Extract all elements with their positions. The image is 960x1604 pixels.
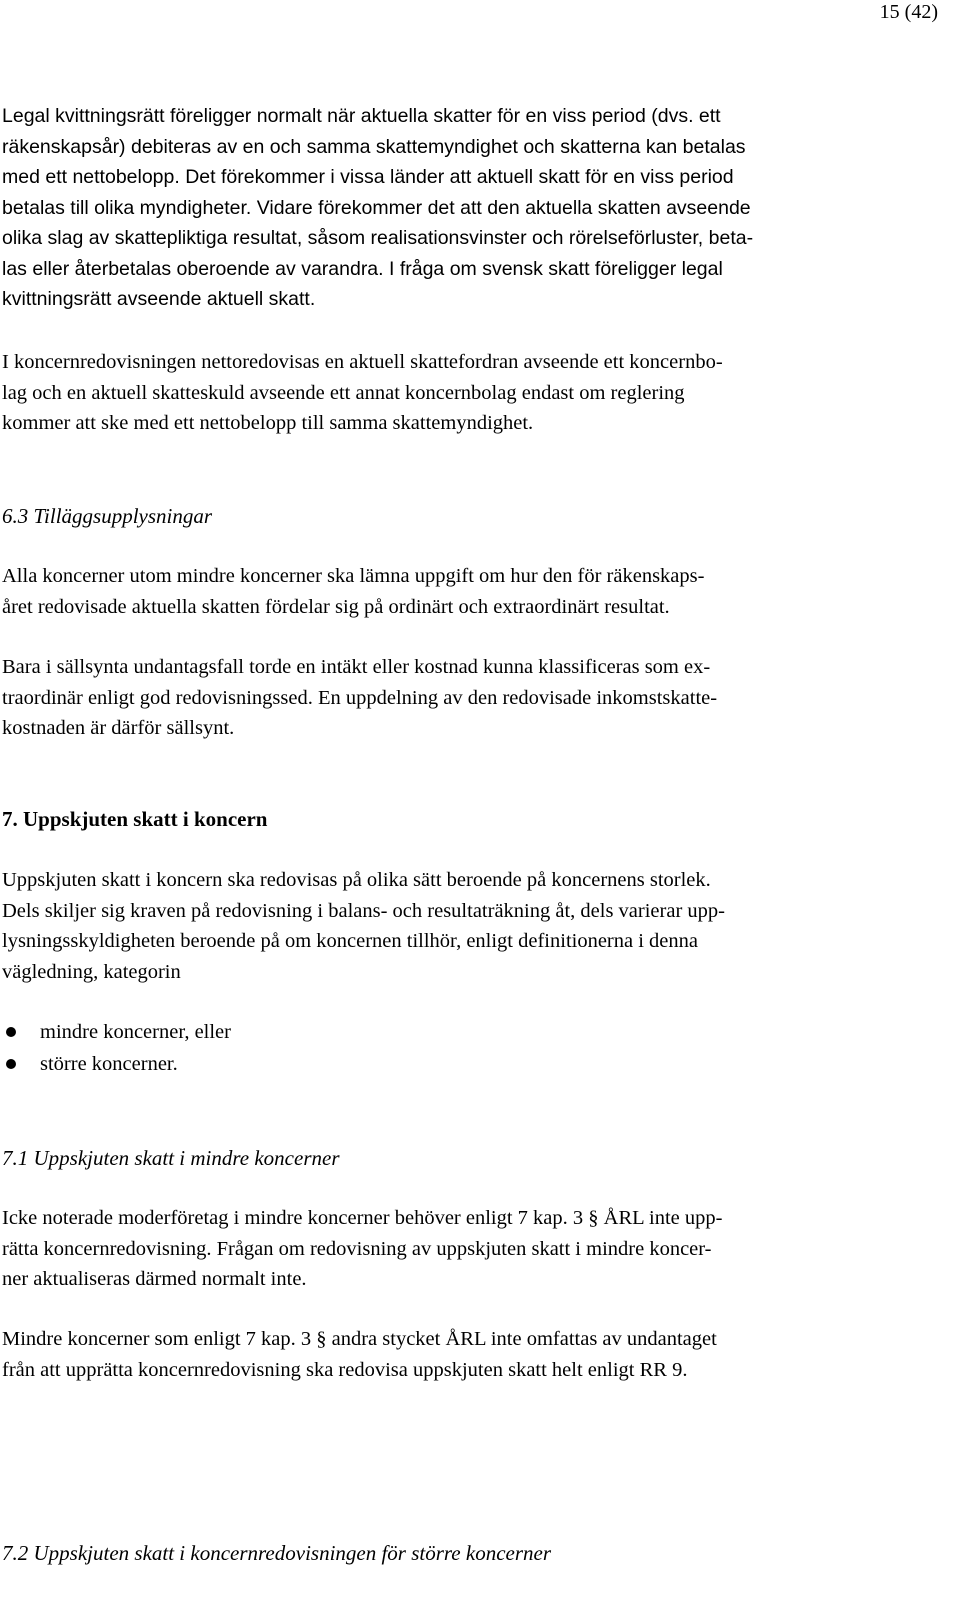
text-line: kommer att ske med ett nettobelopp till samma skattemyndighet. — [2, 412, 534, 434]
paragraph-net-reporting — [2, 347, 947, 439]
text-line: vägledning, kategorin — [2, 960, 181, 983]
bullet-icon — [6, 1027, 16, 1037]
text-line: betalas till olika myndigheter. Vidare förekommer det att den aktuella skatten avseende — [2, 196, 751, 219]
text-line: Alla koncerner utom mindre koncerner ska lämna uppgift om hur den för räkenskaps- — [2, 565, 705, 587]
text-line: Legal kvittningsrätt föreligger normalt när aktuella skatter för en viss period (dvs. ett — [2, 105, 721, 127]
paragraph-disclosure — [2, 561, 947, 622]
paragraph-legal-offset — [2, 101, 947, 315]
text-line: räkenskapsår) debiteras av en och samma skattemyndighet och skatterna kan betalas — [2, 135, 746, 158]
paragraph-deferred-tax-intro — [2, 865, 947, 987]
text-line: olika slag av skattepliktiga resultat, såsom realisationsvinster och rörelseförluster, beta- — [2, 227, 754, 249]
list-item — [2, 1016, 231, 1048]
text-line: Mindre koncerner som enligt 7 kap. 3 § andra stycket ÅRL inte omfattas av undantaget — [2, 1328, 717, 1350]
heading-7-1: 7.1 Uppskjuten skatt i mindre koncerner — [2, 1146, 340, 1170]
text-line: Dels skiljer sig kraven på redovisning i balans- och resultaträkning åt, dels varierar upp- — [2, 899, 725, 922]
text-line: Icke noterade moderföretag i mindre koncerner behöver enligt 7 kap. 3 § ÅRL inte upp- — [2, 1207, 723, 1229]
text-line: las eller återbetalas oberoende av varandra. I fråga om svensk skatt föreligger legal — [2, 257, 723, 280]
text-line: Bara i sällsynta undantagsfall torde en intäkt eller kostnad kunna klassificeras som ex- — [2, 656, 711, 678]
text-line: rätta koncernredovisning. Frågan om redovisning av uppskjuten skatt i mindre koncer- — [2, 1237, 712, 1260]
paragraph-smaller-groups — [2, 1324, 947, 1385]
list-item — [2, 1048, 231, 1080]
text-line: kvittningsrätt avseende aktuell skatt. — [2, 288, 316, 310]
text-line: I koncernredovisningen nettoredovisas en aktuell skattefordran avseende ett koncernbo- — [2, 351, 723, 373]
text-line: ner aktualiseras därmed normalt inte. — [2, 1268, 307, 1290]
heading-7: 7. Uppskjuten skatt i koncern — [2, 807, 268, 831]
text-line: med ett nettobelopp. Det förekommer i vissa länder att aktuell skatt för en viss period — [2, 166, 734, 188]
text-line: från att upprätta koncernredovisning ska redovisa uppskjuten skatt helt enligt RR 9. — [2, 1358, 688, 1381]
heading-6-3: 6.3 Tilläggsupplysningar — [2, 504, 213, 528]
page-number: 15 (42) — [879, 1, 938, 23]
category-list — [2, 1016, 231, 1080]
bullet-icon — [6, 1059, 16, 1069]
paragraph-unlisted-parents — [2, 1203, 947, 1295]
paragraph-extraordinary — [2, 652, 947, 744]
text-line: lag och en aktuell skatteskuld avseende ett annat koncernbolag endast om reglering — [2, 381, 685, 404]
list-item-text: större koncerner. — [40, 1053, 178, 1075]
text-line: Uppskjuten skatt i koncern ska redovisas på olika sätt beroende på koncernens storlek. — [2, 869, 711, 891]
heading-7-2: 7.2 Uppskjuten skatt i koncernredovisningen för större koncerner — [2, 1541, 552, 1565]
text-line: traordinär enligt god redovisningssed. En uppdelning av den redovisade inkomstskatte- — [2, 686, 718, 709]
text-line: året redovisade aktuella skatten fördelar sig på ordinärt och extraordinärt resultat. — [2, 595, 670, 618]
text-line: kostnaden är därför sällsynt. — [2, 717, 235, 739]
text-line: lysningsskyldigheten beroende på om koncernen tillhör, enligt definitionerna i denna — [2, 930, 698, 952]
list-item-text: mindre koncerner, eller — [40, 1021, 231, 1043]
